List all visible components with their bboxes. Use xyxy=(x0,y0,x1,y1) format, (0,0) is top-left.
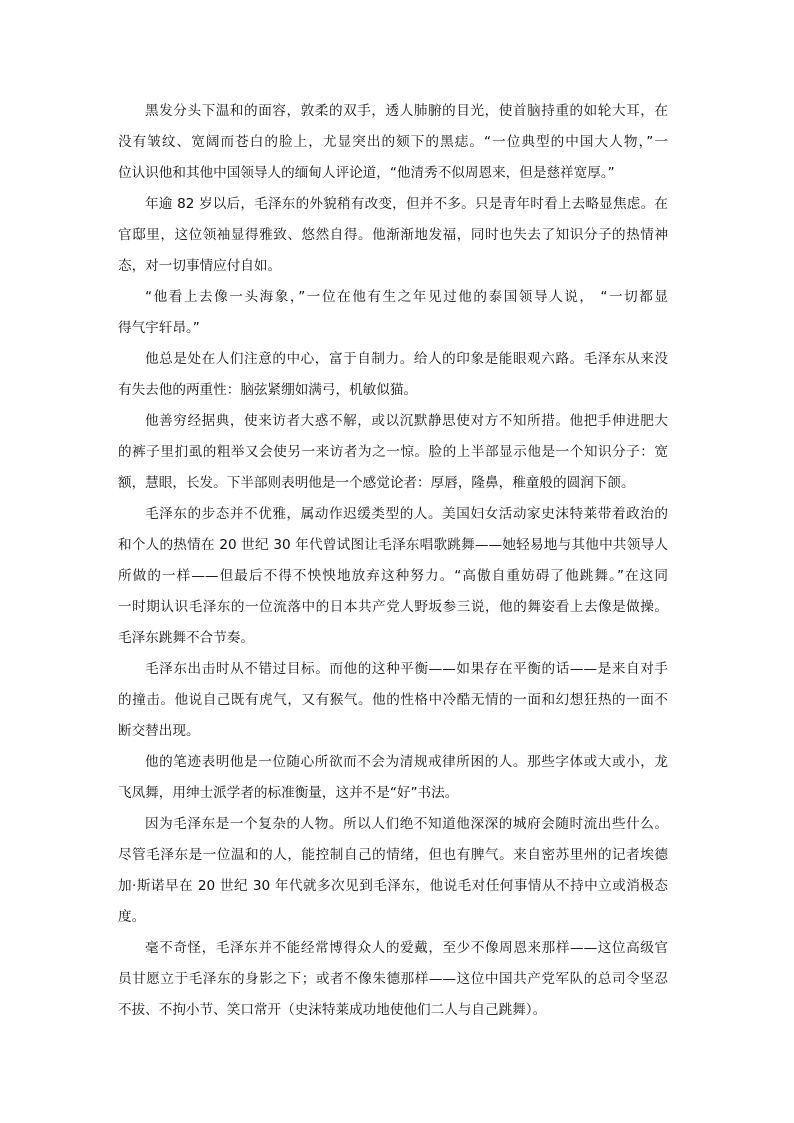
paragraph xyxy=(118,654,668,747)
paragraph xyxy=(118,499,668,654)
paragraph xyxy=(118,406,668,499)
text-line: 不拔、不拘小节、笑口常开（史沫特莱成功地使他们二人与自己跳舞）。 xyxy=(118,1002,547,1018)
text-line: 飞凤舞，用绅士派学者的标准衡量，这并不是“好”书法。 xyxy=(118,785,459,801)
text-line: 员甘愿立于毛泽东的身影之下；或者不像朱德那样——这位中国共产党军队的总司令坚忍 xyxy=(118,971,668,987)
text-line: 毛泽东出击时从不错过目标。而他的这种平衡——如果存在平衡的话——是来自对手 xyxy=(145,661,668,677)
paragraph xyxy=(118,96,668,189)
text-line: 得气宇轩昂。” xyxy=(118,320,200,336)
paragraph xyxy=(118,933,668,1026)
text-line: “他看上去像一头海象，”一位在他有生之年见过他的泰国领导人说， “一切都显 xyxy=(145,289,668,305)
text-line: 因为毛泽东是一个复杂的人物。所以人们绝不知道他深深的城府会随时流出些什么。 xyxy=(145,816,668,832)
text-line: 的裤子里扪虱的粗举又会使另一来访者为之一惊。脸的上半部显示他是一个知识分子：宽 xyxy=(118,444,668,460)
text-line: 毛泽东跳舞不合节奏。 xyxy=(118,630,254,646)
text-line: 他善穷经据典，使来访者大惑不解，或以沉默静思使对方不知所措。他把手伸进肥大 xyxy=(145,413,668,429)
paragraph xyxy=(118,809,668,933)
text-line: 有失去他的两重性：脑弦紧绷如满弓，机敏似猫。 xyxy=(118,382,418,398)
text-line: 官邸里，这位领袖显得雅致、悠然自得。他渐渐地发福，同时也失去了知识分子的热情神 xyxy=(118,227,668,243)
text-line: 的撞击。他说自己既有虎气，又有猴气。他的性格中冷酷无情的一面和幻想狂热的一面不 xyxy=(118,692,668,708)
text-line: 断交替出现。 xyxy=(118,723,200,739)
text-line: 毫不奇怪，毛泽东并不能经常博得众人的爱戴，至少不像周恩来那样——这位高级官 xyxy=(145,940,668,956)
text-line: 黑发分头下温和的面容，敦柔的双手，透人肺腑的目光，使首脑持重的如轮大耳，在 xyxy=(145,103,668,119)
text-line: 他总是处在人们注意的中心，富于自制力。给人的印象是能眼观六路。毛泽东从来没 xyxy=(145,351,668,367)
text-line: 尽管毛泽东是一位温和的人，能控制自己的情绪，但也有脾气。来自密苏里州的记者埃德 xyxy=(118,847,668,863)
text-line: 毛泽东的步态并不优雅，属动作迟缓类型的人。美国妇女活动家史沫特莱带着政治的 xyxy=(145,506,668,522)
document-body xyxy=(118,96,668,1026)
text-line: 所做的一样——但最后不得不怏怏地放弃这种努力。“高傲自重妨碍了他跳舞。”在这同 xyxy=(118,568,668,584)
text-line: 一时期认识毛泽东的一位流落中的日本共产党人野坂参三说，他的舞姿看上去像是做操。 xyxy=(118,599,668,615)
text-line: 和个人的热情在 20 世纪 30 年代曾试图让毛泽东唱歌跳舞——她轻易地与其他中共领导人 xyxy=(118,537,668,553)
text-line: 额，慧眼，长发。下半部则表明他是一个感觉论者：厚唇，隆鼻，稚童般的圆润下颌。 xyxy=(118,475,635,491)
text-line: 他的笔迹表明他是一位随心所欲而不会为清规戒律所困的人。那些字体或大或小，龙 xyxy=(145,754,668,770)
text-line: 位认识他和其他中国领导人的缅甸人评论道，“他清秀不似周恩来，但是慈祥宽厚。” xyxy=(118,165,615,181)
text-line: 年逾 82 岁以后，毛泽东的外貌稍有改变，但并不多。只是青年时看上去略显焦虑。在 xyxy=(145,196,668,212)
text-line: 加·斯诺早在 20 世纪 30 年代就多次见到毛泽东，他说毛对任何事情从不持中立或消极态 xyxy=(118,878,668,894)
text-line: 态，对一切事情应付自如。 xyxy=(118,258,282,274)
paragraph xyxy=(118,344,668,406)
paragraph xyxy=(118,282,668,344)
paragraph xyxy=(118,747,668,809)
paragraph xyxy=(118,189,668,282)
text-line: 度。 xyxy=(118,909,146,925)
text-line: 没有皱纹、宽阔而苍白的脸上，尤显突出的颏下的黑痣。“一位典型的中国大人物，”一 xyxy=(118,134,668,150)
